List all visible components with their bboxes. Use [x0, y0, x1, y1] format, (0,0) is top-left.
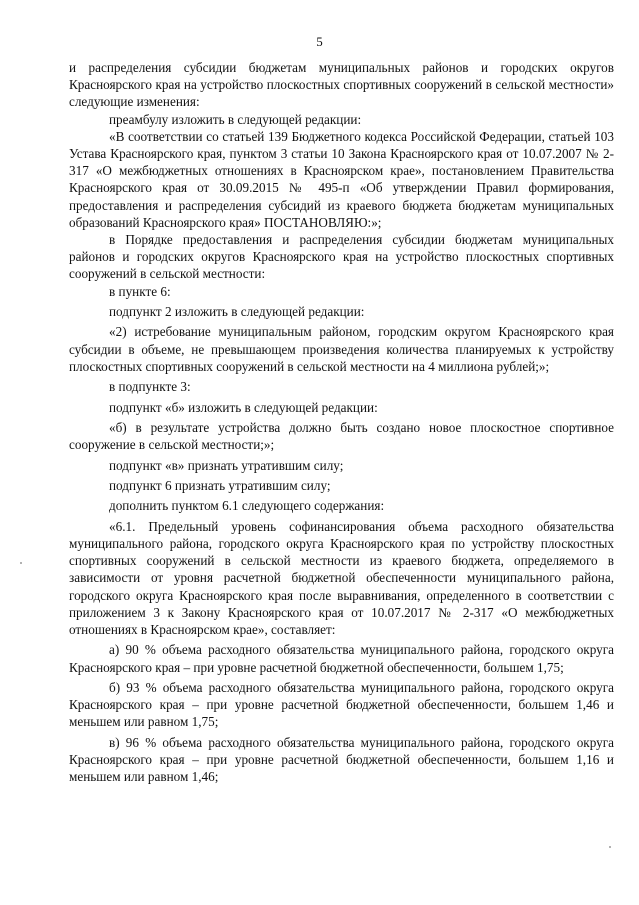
document-body: [69, 59, 614, 785]
paragraph-subclause-2-instruction: подпункт 2 изложить в следующей редакции:: [109, 304, 365, 320]
paragraph-level-a: а) 90 % объема расходного обязательства муниципального района, городского округа Красноярского края – при уровне расчетной бюджетной обеспеченности, большем 1,75;: [69, 642, 614, 675]
scan-speck: [609, 846, 611, 848]
paragraph-subclause-b-instruction: подпункт «б» изложить в следующей редакции:: [109, 399, 378, 415]
paragraph-intro-continuation: и распределения субсидии бюджетам муниципальных районов и городских округов Красноярского края на устройство плоскостных спортивных сооружений в сельской местности» следующие изменения:: [69, 60, 614, 110]
paragraph-clause-6-1-text: «6.1. Предельный уровень софинансирования объема расходного обязательства муниципального района, городского округа Красноярского края по устройству плоскостных спортивных сооружений в сельской местности из краевого бюджета, определяемого в зависимости от уровня расчетной бюджетной обеспеченности муниципального района, городского округа Красноярского края после выравнивания, определенного в соответствии с приложением 3 к Закону Красноярского края от 10.07.2017 № 2-317 «О межбюджетных отношениях в Красноярском крае», составляет:: [69, 518, 614, 637]
paragraph-clause-6-1-instruction: дополнить пунктом 6.1 следующего содержания:: [109, 498, 385, 514]
paragraph-level-v: в) 96 % объема расходного обязательства муниципального района, городского округа Красноярского края – при уровне расчетной бюджетной обеспеченности, большем 1,16 и меньшем или равном 1,46;: [69, 734, 614, 785]
paragraph-preamble-instruction: преамбулу изложить в следующей редакции:: [109, 111, 362, 127]
paragraph-level-b: б) 93 % объема расходного обязательства муниципального района, городского округа Красноярского края – при уровне расчетной бюджетной обеспеченности, большем 1,46 и меньшем или равном 1,75;: [69, 679, 614, 730]
paragraph-subclause-b-text: «б) в результате устройства должно быть создано новое плоскостное спортивное сооружение в сельской местности;»;: [69, 420, 614, 453]
page-number: 5: [316, 34, 323, 49]
paragraph-subclause-2-text: «2) истребование муниципальным районом, городским округом Красноярского края субсидии в объеме, не превышающем произведения количества планируемых к устройству плоскостных спортивных сооружений в сельской местности на 4 миллиона рублей;»;: [69, 324, 614, 374]
paragraph-procedure-changes: в Порядке предоставления и распределения субсидии бюджетам муниципальных районов и городских округов Красноярского края на устройство плоскостных спортивных сооружений в сельской местности:: [69, 232, 614, 282]
paragraph-subclause-3: в подпункте 3:: [109, 379, 191, 395]
paragraph-subclause-v-repeal: подпункт «в» признать утратившим силу;: [109, 457, 344, 473]
paragraph-preamble-text: «В соответствии со статьей 139 Бюджетного кодекса Российской Федерации, статьей 103 Устава Красноярского края, пунктом 3 статьи 10 Закона Красноярского края от 10.07.2007 № 2-317 «О межбюджетных отношениях в Красноярском крае», постановлением Правительства Красноярского края от 30.09.2015 № 495-п «Об утверждении Правил формирования, предоставления и распределения субсидий из краевого бюджета бюджетам муниципальных образований Красноярского края» ПОСТАНОВЛЯЮ:»;: [69, 128, 614, 230]
paragraph-clause-6: в пункте 6:: [109, 283, 171, 299]
scan-speck: [20, 562, 22, 564]
paragraph-subclause-6-repeal: подпункт 6 признать утратившим силу;: [109, 477, 331, 493]
